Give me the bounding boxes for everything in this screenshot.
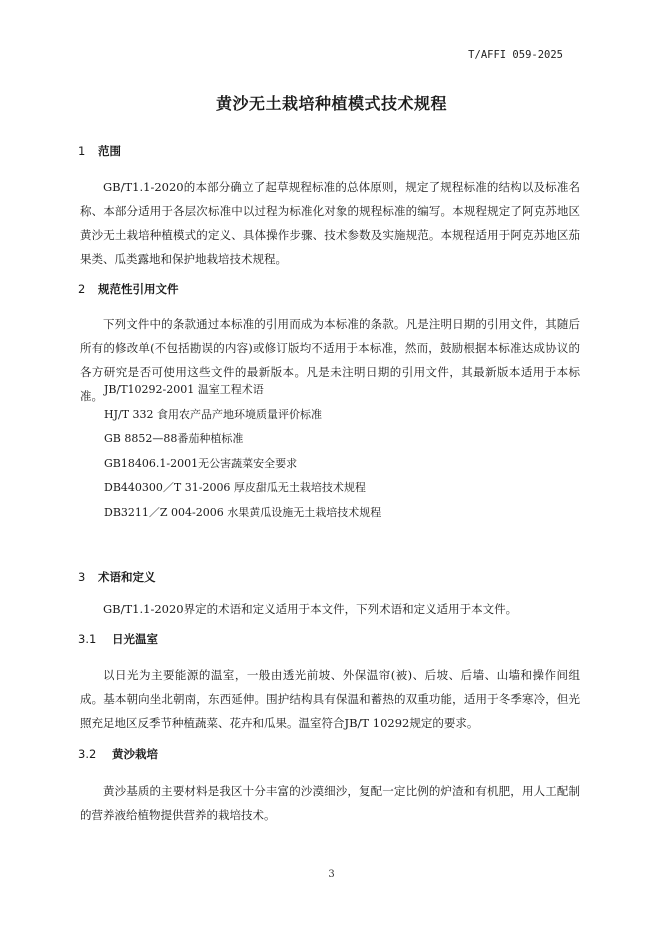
section-number: 3 [78, 570, 86, 584]
section-heading-greenhouse [78, 631, 158, 647]
section-number: 3.1 [78, 632, 97, 646]
section-number: 1 [78, 144, 86, 158]
section-number: 2 [78, 282, 86, 296]
section-title: 术语和定义 [98, 570, 156, 584]
paragraph-sand-culture: 黄沙基质的主要材料是我区十分丰富的沙漠细沙，复配一定比例的炉渣和有机肥，用人工配制的营养液给植物提供营养的栽培技术。 [80, 784, 580, 822]
section-title: 日光温室 [112, 632, 158, 646]
document-code: T/AFFI 059-2025 [468, 49, 563, 61]
reference-item: DB440300／T 31-2006 厚皮甜瓜无土栽培技术规程 [104, 481, 366, 495]
reference-item: DB3211／Z 004-2006 水果黄瓜设施无土栽培技术规程 [104, 505, 382, 519]
section-heading-sand-culture [78, 746, 158, 762]
reference-item: JB/T10292-2001 温室工程术语 [104, 383, 264, 396]
reference-item: GB 8852—88番茄种植标准 [104, 432, 244, 446]
section-title: 规范性引用文件 [98, 282, 179, 296]
paragraph-normative-references: 下列文件中的条款通过本标准的引用而成为本标准的条款。凡是注明日期的引用文件，其随后所有的修改单(不包括勘误的内容)或修订版均不适用于本标准，然而，鼓励根据本标准达成协议的各方研究是否可使用这些文件的最新版本。凡是未注明日期的引用文件，其最新版本适用于本标准。 [80, 317, 580, 403]
section-number: 3.2 [78, 747, 97, 761]
section-heading-normative-references [78, 281, 179, 297]
section-heading-terms [78, 569, 156, 585]
reference-item: GB18406.1-2001无公害蔬菜安全要求 [104, 456, 298, 470]
paragraph-terms: GB/T1.1-2020界定的术语和定义适用于本文件，下列术语和定义适用于本文件。 [103, 602, 518, 616]
page-number: 3 [328, 869, 335, 880]
section-title: 黄沙栽培 [112, 747, 158, 761]
reference-list [104, 381, 381, 529]
section-heading-scope [78, 143, 121, 159]
reference-item: HJ/T 332 食用农产品产地环境质量评价标准 [104, 407, 323, 421]
document-title: 黄沙无土栽培种植模式技术规程 [215, 94, 447, 113]
section-title: 范围 [98, 144, 121, 158]
paragraph-scope: GB/T1.1-2020的本部分确立了起草规程标准的总体原则，规定了规程标准的结构以及标准名称、本部分适用于各层次标准中以过程为标准化对象的规程标准的编写。本规程规定了阿克苏地区黄沙无土栽培种植模式的定义、具体操作步骤、技术参数及实施规范。本规程适用于阿克苏地区茄果类、瓜类露地和保护地栽培技术规程。 [80, 180, 580, 266]
paragraph-greenhouse: 以日光为主要能源的温室，一般由透光前坡、外保温帘(被)、后坡、后墙、山墙和操作间组成。基本朝向坐北朝南，东西延伸。围护结构具有保温和蓄热的双重功能，适用于冬季寒冷，但光照充足地区反季节种植蔬菜、花卉和瓜果。温室符合JB/T 10292规定的要求。 [80, 668, 580, 730]
